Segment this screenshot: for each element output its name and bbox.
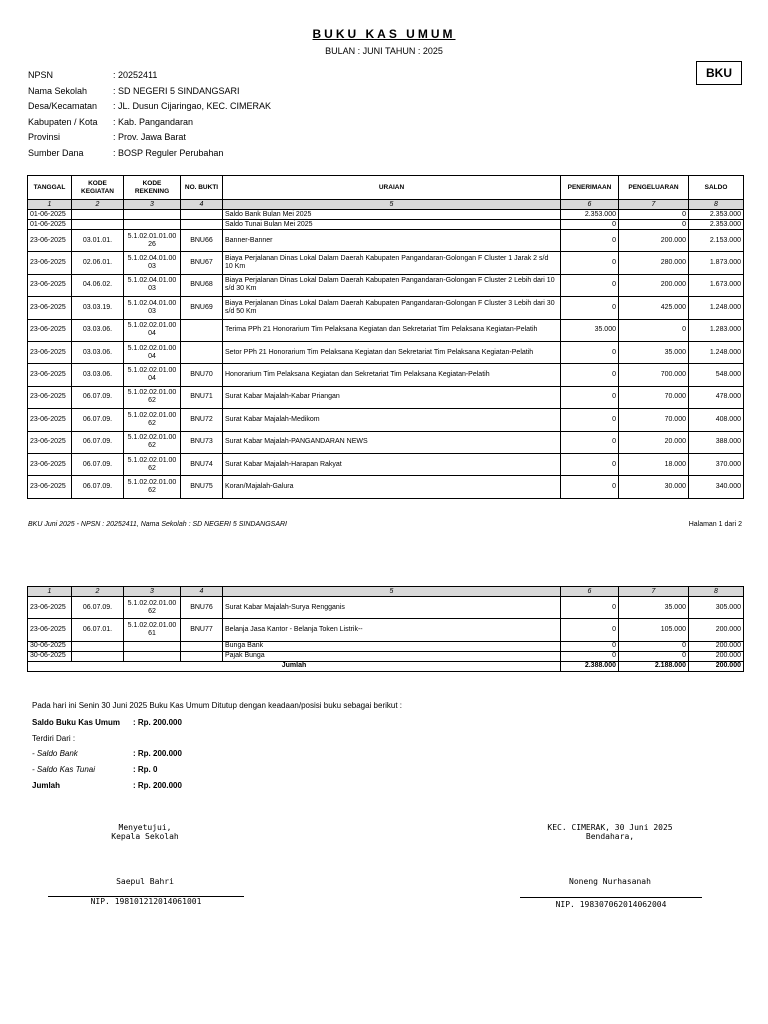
- saldo-bank-row: [32, 749, 332, 758]
- ledger-table-page-2: [27, 586, 744, 672]
- column-number: 4: [181, 587, 223, 597]
- cell-kegiatan: 06.07.09.: [72, 409, 124, 431]
- cell-tanggal: 23-06-2025: [28, 619, 72, 641]
- cell-tanggal: 23-06-2025: [28, 341, 72, 363]
- column-number: 6: [561, 200, 619, 210]
- cell-kegiatan: 06.07.09.: [72, 453, 124, 475]
- sig-left-nip: NIP. 198101212014061001: [90, 897, 202, 906]
- table-row: [28, 274, 744, 296]
- cell-tanggal: 23-06-2025: [28, 453, 72, 475]
- cell-pengeluaran: 0: [619, 220, 689, 230]
- cell-uraian: Surat Kabar Majalah-Surya Rengganis: [223, 597, 561, 619]
- info-row: [28, 117, 193, 127]
- column-number: 5: [223, 200, 561, 210]
- cell-kegiatan: 06.07.09.: [72, 597, 124, 619]
- cell-pengeluaran: 280.000: [619, 252, 689, 274]
- cell-pengeluaran: 18.000: [619, 453, 689, 475]
- cell-bukti: BNU71: [181, 386, 223, 408]
- cell-bukti: [181, 319, 223, 341]
- cell-pengeluaran: 200.000: [619, 230, 689, 252]
- cell-rekening: 5.1.02.04.01.0003: [124, 252, 181, 274]
- cell-saldo: 1.248.000: [689, 297, 744, 319]
- cell-saldo: 1.283.000: [689, 319, 744, 341]
- saldo-bku-label: Saldo Buku Kas Umum: [32, 718, 121, 727]
- column-number: 7: [619, 587, 689, 597]
- cell-pengeluaran: 35.000: [619, 341, 689, 363]
- cell-tanggal: 23-06-2025: [28, 386, 72, 408]
- cell-uraian: Surat Kabar Majalah-Harapan Rakyat: [223, 453, 561, 475]
- bku-badge: BKU: [696, 61, 742, 85]
- cell-saldo: 340.000: [689, 476, 744, 498]
- cell-bukti: BNU66: [181, 230, 223, 252]
- total-pengeluaran: 2.188.000: [619, 661, 689, 671]
- cell-rekening: 5.1.02.02.01.0062: [124, 409, 181, 431]
- table-row: [28, 476, 744, 498]
- cell-penerimaan: 0: [561, 453, 619, 475]
- cell-rekening: 5.1.02.04.01.0003: [124, 297, 181, 319]
- table-row: [28, 297, 744, 319]
- cell-tanggal: 01-06-2025: [28, 210, 72, 220]
- cell-penerimaan: 2.353.000: [561, 210, 619, 220]
- cell-pengeluaran: 70.000: [619, 386, 689, 408]
- cell-rekening: 5.1.02.02.01.0062: [124, 453, 181, 475]
- saldo-bku-row: [32, 718, 332, 727]
- cell-kegiatan: 06.07.09.: [72, 431, 124, 453]
- cell-bukti: BNU73: [181, 431, 223, 453]
- cell-uraian: Biaya Perjalanan Dinas Lokal Dalam Daerah Kabupaten Pangandaran-Golongan F Cluster 1 Jarak 2 s/d 10 Km: [223, 252, 561, 274]
- column-number: 8: [689, 587, 744, 597]
- cell-kegiatan: 04.06.02.: [72, 274, 124, 296]
- cell-uraian: Biaya Perjalanan Dinas Lokal Dalam Daerah Kabupaten Pangandaran-Golongan F Cluster 2 Lebih dari 10 s/d 30 Km: [223, 274, 561, 296]
- column-number: 4: [181, 200, 223, 210]
- info-value: : 20252411: [113, 70, 158, 80]
- table-row: [28, 597, 744, 619]
- total-label: Jumlah: [28, 661, 561, 671]
- table-row: [28, 364, 744, 386]
- cell-pengeluaran: 0: [619, 319, 689, 341]
- ledger-table-page-1: [27, 175, 744, 499]
- cell-tanggal: 23-06-2025: [28, 476, 72, 498]
- column-number: 5: [223, 587, 561, 597]
- saldo-bku-value: : Rp. 200.000: [133, 718, 182, 727]
- cell-uraian: Surat Kabar Majalah-Medikom: [223, 409, 561, 431]
- info-label: Nama Sekolah: [28, 85, 88, 96]
- cell-penerimaan: 0: [561, 386, 619, 408]
- cell-bukti: [181, 341, 223, 363]
- cell-uraian: Koran/Majalah-Galura: [223, 476, 561, 498]
- cell-rekening: 5.1.02.01.01.0026: [124, 230, 181, 252]
- cell-pengeluaran: 35.000: [619, 597, 689, 619]
- sig-right-line1: KEC. CIMERAK, 30 Juni 2025: [547, 823, 673, 832]
- column-number: 7: [619, 200, 689, 210]
- total-penerimaan: 2.388.000: [561, 661, 619, 671]
- info-row: [28, 70, 157, 80]
- cell-bukti: BNU68: [181, 274, 223, 296]
- cell-penerimaan: 0: [561, 230, 619, 252]
- page-footer-right: Halaman 1 dari 2: [688, 521, 742, 528]
- cell-bukti: [181, 210, 223, 220]
- cell-pengeluaran: 70.000: [619, 409, 689, 431]
- table-row: [28, 651, 744, 661]
- cell-penerimaan: 0: [561, 341, 619, 363]
- cell-pengeluaran: 30.000: [619, 476, 689, 498]
- info-value: : BOSP Reguler Perubahan: [113, 147, 224, 158]
- column-header: URAIAN: [223, 176, 561, 200]
- cell-kegiatan: [72, 210, 124, 220]
- cell-bukti: BNU75: [181, 476, 223, 498]
- jumlah-value: : Rp. 200.000: [133, 781, 182, 790]
- sig-left-line1: Menyetujui,: [118, 823, 172, 832]
- cell-tanggal: 01-06-2025: [28, 220, 72, 230]
- cell-saldo: 1.873.000: [689, 252, 744, 274]
- cell-tanggal: 23-06-2025: [28, 431, 72, 453]
- cell-saldo: 388.000: [689, 431, 744, 453]
- cell-bukti: BNU76: [181, 597, 223, 619]
- column-number: 8: [689, 200, 744, 210]
- cell-penerimaan: 0: [561, 641, 619, 651]
- cell-uraian: Surat Kabar Majalah-PANGANDARAN NEWS: [223, 431, 561, 453]
- cell-uraian: Honorarium Tim Pelaksana Kegiatan dan Sekretariat Tim Pelaksana Kegiatan-Pelatih: [223, 364, 561, 386]
- column-number: 2: [72, 200, 124, 210]
- cell-kegiatan: 06.07.01.: [72, 619, 124, 641]
- cell-saldo: 1.673.000: [689, 274, 744, 296]
- cell-saldo: 1.248.000: [689, 341, 744, 363]
- info-row: [28, 101, 271, 111]
- table-row: [28, 220, 744, 230]
- sig-right-divider: [520, 897, 702, 898]
- table-row: [28, 619, 744, 641]
- cell-kegiatan: 06.07.09.: [72, 476, 124, 498]
- cell-uraian: Bunga Bank: [223, 641, 561, 651]
- info-row: [28, 148, 223, 158]
- cell-saldo: 305.000: [689, 597, 744, 619]
- cell-kegiatan: 03.03.19.: [72, 297, 124, 319]
- cell-kegiatan: 03.01.01.: [72, 230, 124, 252]
- cell-uraian: Banner-Banner: [223, 230, 561, 252]
- table-row: [28, 641, 744, 651]
- info-label: NPSN: [28, 70, 54, 80]
- cell-tanggal: 23-06-2025: [28, 409, 72, 431]
- cell-pengeluaran: 105.000: [619, 619, 689, 641]
- cell-tanggal: 23-06-2025: [28, 319, 72, 341]
- cell-kegiatan: [72, 641, 124, 651]
- cell-saldo: 200.000: [689, 641, 744, 651]
- cell-tanggal: 23-06-2025: [28, 297, 72, 319]
- cell-saldo: 548.000: [689, 364, 744, 386]
- cell-pengeluaran: 200.000: [619, 274, 689, 296]
- table-row: [28, 341, 744, 363]
- column-number: 1: [28, 587, 72, 597]
- cell-pengeluaran: 0: [619, 641, 689, 651]
- total-row: [28, 661, 744, 671]
- cell-pengeluaran: 425.000: [619, 297, 689, 319]
- cell-penerimaan: 0: [561, 364, 619, 386]
- cell-bukti: BNU70: [181, 364, 223, 386]
- info-value: : SD NEGERI 5 SINDANGSARI: [113, 85, 240, 96]
- cell-penerimaan: 0: [561, 431, 619, 453]
- table-row: [28, 453, 744, 475]
- column-number: 3: [124, 587, 181, 597]
- column-number: 2: [72, 587, 124, 597]
- cell-rekening: 5.1.02.02.01.0004: [124, 364, 181, 386]
- cell-tanggal: 23-06-2025: [28, 252, 72, 274]
- cell-tanggal: 23-06-2025: [28, 274, 72, 296]
- cell-uraian: Belanja Jasa Kantor - Belanja Token Listrik--: [223, 619, 561, 641]
- table-row: [28, 386, 744, 408]
- cell-pengeluaran: 20.000: [619, 431, 689, 453]
- page-footer-left: BKU Juni 2025 - NPSN : 20252411, Nama Sekolah : SD NEGERI 5 SINDANGSARI: [28, 521, 287, 528]
- cell-uraian: Setor PPh 21 Honorarium Tim Pelaksana Kegiatan dan Sekretariat Tim Pelaksana Kegiatan-Pelatih: [223, 341, 561, 363]
- cell-rekening: [124, 220, 181, 230]
- closing-intro: Pada hari ini Senin 30 Juni 2025 Buku Kas Umum Ditutup dengan keadaan/posisi buku sebagai berikut :: [32, 701, 403, 710]
- info-value: : Kab. Pangandaran: [113, 116, 194, 127]
- cell-bukti: [181, 641, 223, 651]
- cell-saldo: 478.000: [689, 386, 744, 408]
- cell-uraian: Biaya Perjalanan Dinas Lokal Dalam Daerah Kabupaten Pangandaran-Golongan F Cluster 3 Lebih dari 30 s/d 50 Km: [223, 297, 561, 319]
- table-row: [28, 210, 744, 220]
- column-header: TANGGAL: [28, 176, 72, 200]
- cell-rekening: [124, 210, 181, 220]
- info-label: Desa/Kecamatan: [28, 101, 98, 111]
- info-value: : JL. Dusun Cijaringao, KEC. CIMERAK: [113, 101, 272, 111]
- column-header: PENERIMAAN: [561, 176, 619, 200]
- cell-tanggal: 30-06-2025: [28, 641, 72, 651]
- cell-penerimaan: 0: [561, 651, 619, 661]
- column-header: NO. BUKTI: [181, 176, 223, 200]
- sig-left-name: Saepul Bahri: [116, 877, 174, 886]
- saldo-tunai-label: - Saldo Kas Tunai: [32, 765, 95, 774]
- cell-uraian: Surat Kabar Majalah-Kabar Priangan: [223, 386, 561, 408]
- cell-rekening: 5.1.02.02.01.0004: [124, 319, 181, 341]
- cell-rekening: 5.1.02.02.01.0004: [124, 341, 181, 363]
- cell-bukti: BNU69: [181, 297, 223, 319]
- cell-rekening: [124, 651, 181, 661]
- cell-saldo: 2.353.000: [689, 220, 744, 230]
- cell-tanggal: 23-06-2025: [28, 364, 72, 386]
- cell-uraian: Terima PPh 21 Honorarium Tim Pelaksana Kegiatan dan Sekretariat Tim Pelaksana Kegiatan-Pelatih: [223, 319, 561, 341]
- cell-saldo: 2.353.000: [689, 210, 744, 220]
- cell-kegiatan: 03.03.06.: [72, 341, 124, 363]
- cell-bukti: [181, 651, 223, 661]
- cell-penerimaan: 0: [561, 220, 619, 230]
- column-number-row: [28, 587, 744, 597]
- table-header-row: [28, 176, 744, 200]
- cell-saldo: 2.153.000: [689, 230, 744, 252]
- table-row: [28, 409, 744, 431]
- cell-tanggal: 30-06-2025: [28, 651, 72, 661]
- cell-saldo: 200.000: [689, 619, 744, 641]
- info-label: Provinsi: [28, 132, 61, 142]
- saldo-tunai-value: : Rp. 0: [133, 765, 158, 774]
- sig-right-nip: NIP. 198307062014062004: [555, 900, 667, 909]
- table-row: [28, 252, 744, 274]
- cell-penerimaan: 0: [561, 409, 619, 431]
- cell-penerimaan: 0: [561, 619, 619, 641]
- cell-saldo: 408.000: [689, 409, 744, 431]
- cell-tanggal: 23-06-2025: [28, 597, 72, 619]
- cell-penerimaan: 0: [561, 476, 619, 498]
- cell-rekening: 5.1.02.02.01.0062: [124, 431, 181, 453]
- info-row: [28, 86, 240, 96]
- sig-left-line2: Kepala Sekolah: [111, 832, 179, 841]
- saldo-bank-value: : Rp. 200.000: [133, 749, 182, 758]
- column-header: KODE REKENING: [124, 176, 181, 200]
- cell-kegiatan: 03.03.06.: [72, 319, 124, 341]
- total-saldo: 200.000: [689, 661, 744, 671]
- table-row: [28, 319, 744, 341]
- cell-rekening: 5.1.02.02.01.0062: [124, 476, 181, 498]
- cell-kegiatan: [72, 651, 124, 661]
- column-number: 6: [561, 587, 619, 597]
- cell-uraian: Saldo Tunai Bulan Mei 2025: [223, 220, 561, 230]
- saldo-bank-label: - Saldo Bank: [32, 749, 78, 758]
- cell-tanggal: 23-06-2025: [28, 230, 72, 252]
- info-value: : Prov. Jawa Barat: [113, 132, 186, 142]
- cell-rekening: [124, 641, 181, 651]
- cell-bukti: BNU67: [181, 252, 223, 274]
- cell-uraian: Saldo Bank Bulan Mei 2025: [223, 210, 561, 220]
- sig-right-line2: Bendahara,: [585, 832, 635, 841]
- cell-kegiatan: 06.07.09.: [72, 386, 124, 408]
- cell-bukti: BNU77: [181, 619, 223, 641]
- cell-kegiatan: 03.03.06.: [72, 364, 124, 386]
- terdiri-label: Terdiri Dari :: [32, 734, 76, 743]
- cell-saldo: 200.000: [689, 651, 744, 661]
- jumlah-row: [32, 781, 332, 790]
- cell-pengeluaran: 700.000: [619, 364, 689, 386]
- cell-rekening: 5.1.02.02.01.0062: [124, 386, 181, 408]
- column-header: PENGELUARAN: [619, 176, 689, 200]
- cell-penerimaan: 0: [561, 297, 619, 319]
- table-row: [28, 230, 744, 252]
- cell-penerimaan: 35.000: [561, 319, 619, 341]
- cell-uraian: Pajak Bunga: [223, 651, 561, 661]
- cell-bukti: BNU74: [181, 453, 223, 475]
- table-row: [28, 431, 744, 453]
- cell-rekening: 5.1.02.02.01.0062: [124, 597, 181, 619]
- column-header: KODE KEGIATAN: [72, 176, 124, 200]
- saldo-tunai-row: [32, 765, 332, 774]
- document-title: BUKU KAS UMUM: [312, 27, 456, 41]
- sig-right-name: Noneng Nurhasanah: [569, 877, 651, 886]
- document-subtitle: BULAN : JUNI TAHUN : 2025: [325, 46, 443, 56]
- cell-saldo: 370.000: [689, 453, 744, 475]
- cell-bukti: BNU72: [181, 409, 223, 431]
- cell-pengeluaran: 0: [619, 651, 689, 661]
- cell-kegiatan: [72, 220, 124, 230]
- cell-penerimaan: 0: [561, 252, 619, 274]
- info-label: Kabupaten / Kota: [28, 116, 98, 127]
- cell-kegiatan: 02.06.01.: [72, 252, 124, 274]
- jumlah-label: Jumlah: [32, 781, 61, 790]
- column-number-row: [28, 200, 744, 210]
- cell-pengeluaran: 0: [619, 210, 689, 220]
- cell-penerimaan: 0: [561, 597, 619, 619]
- column-number: 1: [28, 200, 72, 210]
- cell-rekening: 5.1.02.04.01.0003: [124, 274, 181, 296]
- cell-rekening: 5.1.02.02.01.0061: [124, 619, 181, 641]
- cell-penerimaan: 0: [561, 274, 619, 296]
- info-row: [28, 132, 186, 142]
- info-label: Sumber Dana: [28, 147, 84, 158]
- column-header: SALDO: [689, 176, 744, 200]
- column-number: 3: [124, 200, 181, 210]
- cell-bukti: [181, 220, 223, 230]
